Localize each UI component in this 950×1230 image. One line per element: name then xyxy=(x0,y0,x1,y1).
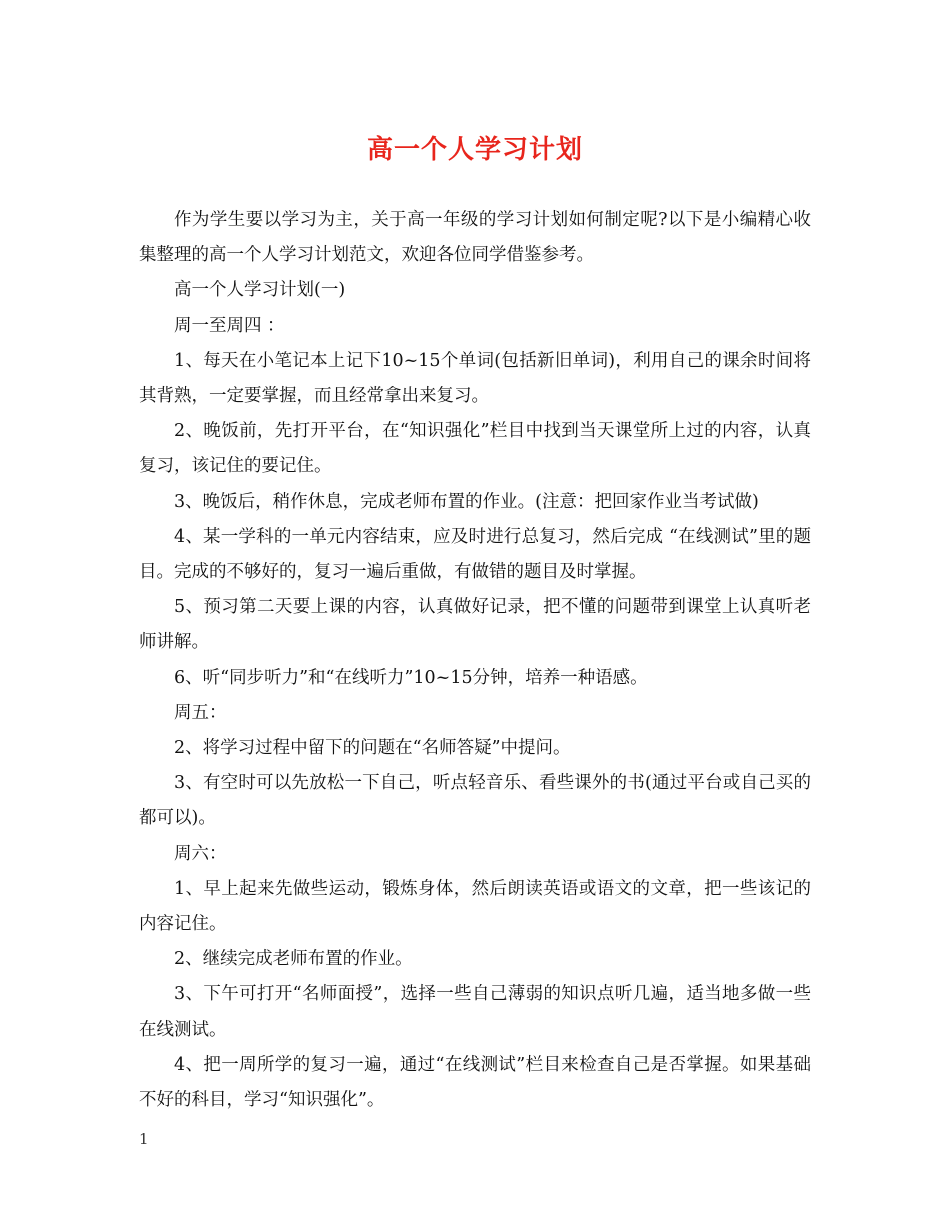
list-item: 4、把一周所学的复习一遍，通过“在线测试”栏目来检查自己是否掌握。如果基础不好的科目，学习“知识强化”。 xyxy=(139,1054,811,1111)
list-item: 2、晚饭前，先打开平台，在“知识强化”栏目中找到当天课堂所上过的内容，认真复习，该记住的要记住。 xyxy=(139,421,811,477)
document-body xyxy=(139,203,811,1118)
list-item: 2、继续完成老师布置的作业。 xyxy=(174,949,413,970)
list-item: 1、早上起来先做些运动，锻炼身体，然后朗读英语或语文的文章，把一些该记的内容记住。 xyxy=(139,878,811,935)
section-heading-plan-1: 高一个人学习计划(一) xyxy=(174,280,346,301)
day-heading-fri: 周五： xyxy=(174,702,227,723)
list-item: 5、预习第二天要上课的内容，认真做好记录，把不懂的问题带到课堂上认真听老师讲解。 xyxy=(139,597,811,653)
day-heading-sat: 周六： xyxy=(174,843,227,864)
list-item: 3、下午可打开“名师面授”，选择一些自己薄弱的知识点听几遍，适当地多做一些在线测试。 xyxy=(139,984,811,1040)
list-item: 3、有空时可以先放松一下自己，听点轻音乐、看些课外的书(通过平台或自己买的都可以)。 xyxy=(139,773,811,829)
day-heading-mon-thu: 周一至周四 ： xyxy=(174,315,285,336)
document-title: 高一个人学习计划 xyxy=(366,135,583,165)
list-item: 6、听“同步听力”和“在线听力”10~15分钟，培养一种语感。 xyxy=(174,667,648,688)
list-item: 2、将学习过程中留下的问题在“名师答疑”中提问。 xyxy=(174,738,571,759)
list-item: 4、某一学科的一单元内容结束，应及时进行总复习，然后完成 “在线测试”里的题目。完成的不够好的，复习一遍后重做，有做错的题目及时掌握。 xyxy=(139,526,811,583)
paragraph-intro: 作为学生要以学习为主，关于高一年级的学习计划如何制定呢?以下是小编精心收集整理的高一个人学习计划范文，欢迎各位同学借鉴参考。 xyxy=(139,210,811,266)
list-item: 1、每天在小笔记本上记下10~15个单词(包括新旧单词)，利用自己的课余时间将其背熟，一定要掌握，而且经常拿出来复习。 xyxy=(139,350,811,407)
page-number: 1 xyxy=(139,1130,149,1148)
list-item: 3、晚饭后，稍作休息，完成老师布置的作业。(注意：把回家作业当考试做) xyxy=(174,491,759,512)
